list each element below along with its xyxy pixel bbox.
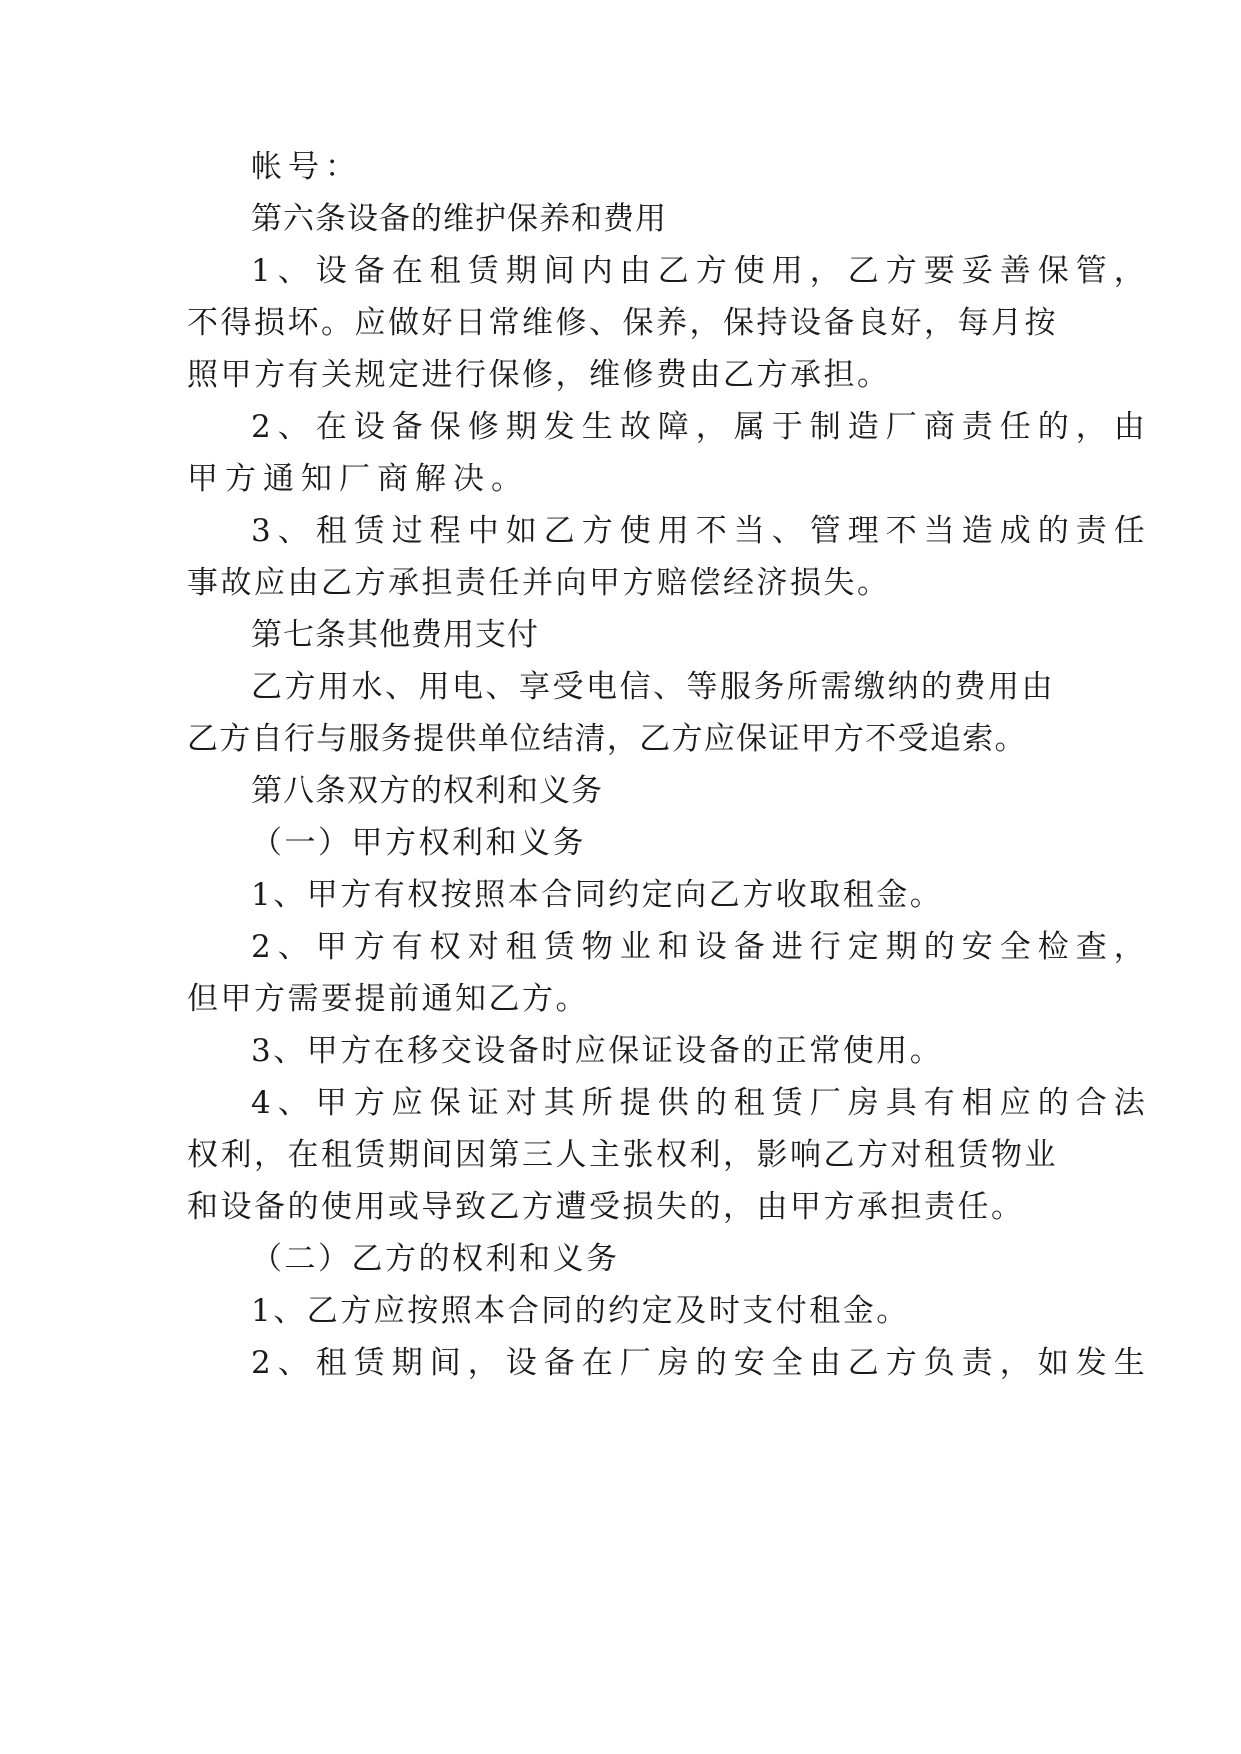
paragraph-line: 但甲方需要提前通知乙方。 <box>187 981 589 1017</box>
article-8-heading: 第八条双方的权利和义务 <box>251 773 603 809</box>
account-number-label: 帐号： <box>251 149 362 185</box>
article-7-heading: 第七条其他费用支付 <box>251 617 539 653</box>
paragraph-line: 事故应由乙方承担责任并向甲方赔偿经济损失。 <box>187 565 891 601</box>
section-heading: （一）甲方权利和义务 <box>251 825 586 861</box>
paragraph-line: 权利，在租赁期间因第三人主张权利，影响乙方对租赁物业 <box>187 1137 1058 1173</box>
section-heading: （二）乙方的权利和义务 <box>251 1241 620 1277</box>
article-6-heading: 第六条设备的维护保养和费用 <box>251 201 667 237</box>
paragraph-line: 和设备的使用或导致乙方遭受损失的，由甲方承担责任。 <box>187 1189 1025 1225</box>
paragraph-line: 乙方自行与服务提供单位结清，乙方应保证甲方不受追索。 <box>187 721 1027 757</box>
paragraph-line: 甲方通知厂商解决。 <box>187 461 529 497</box>
paragraph-line: 1、设备在租赁期间内由乙方使用，乙方要妥善保管， <box>251 253 1152 289</box>
paragraph-line: 不得损坏。应做好日常维修、保养，保持设备良好，每月按 <box>187 305 1058 341</box>
paragraph-line: 3、甲方在移交设备时应保证设备的正常使用。 <box>251 1033 944 1069</box>
paragraph-line: 1、乙方应按照本合同的约定及时支付租金。 <box>251 1293 910 1329</box>
paragraph-line: 2、甲方有权对租赁物业和设备进行定期的安全检查， <box>251 929 1152 965</box>
paragraph-line: 4、甲方应保证对其所提供的租赁厂房具有相应的合法 <box>251 1085 1152 1121</box>
paragraph-line: 1、甲方有权按照本合同约定向乙方收取租金。 <box>251 877 944 913</box>
paragraph-line: 乙方用水、用电、享受电信、等服务所需缴纳的费用由 <box>251 669 1055 705</box>
paragraph-line: 照甲方有关规定进行保修，维修费由乙方承担。 <box>187 357 891 393</box>
paragraph-line: 3、租赁过程中如乙方使用不当、管理不当造成的责任 <box>251 513 1152 549</box>
paragraph-line: 2、在设备保修期发生故障，属于制造厂商责任的，由 <box>251 409 1152 445</box>
paragraph-line: 2、租赁期间，设备在厂房的安全由乙方负责，如发生 <box>251 1345 1152 1381</box>
